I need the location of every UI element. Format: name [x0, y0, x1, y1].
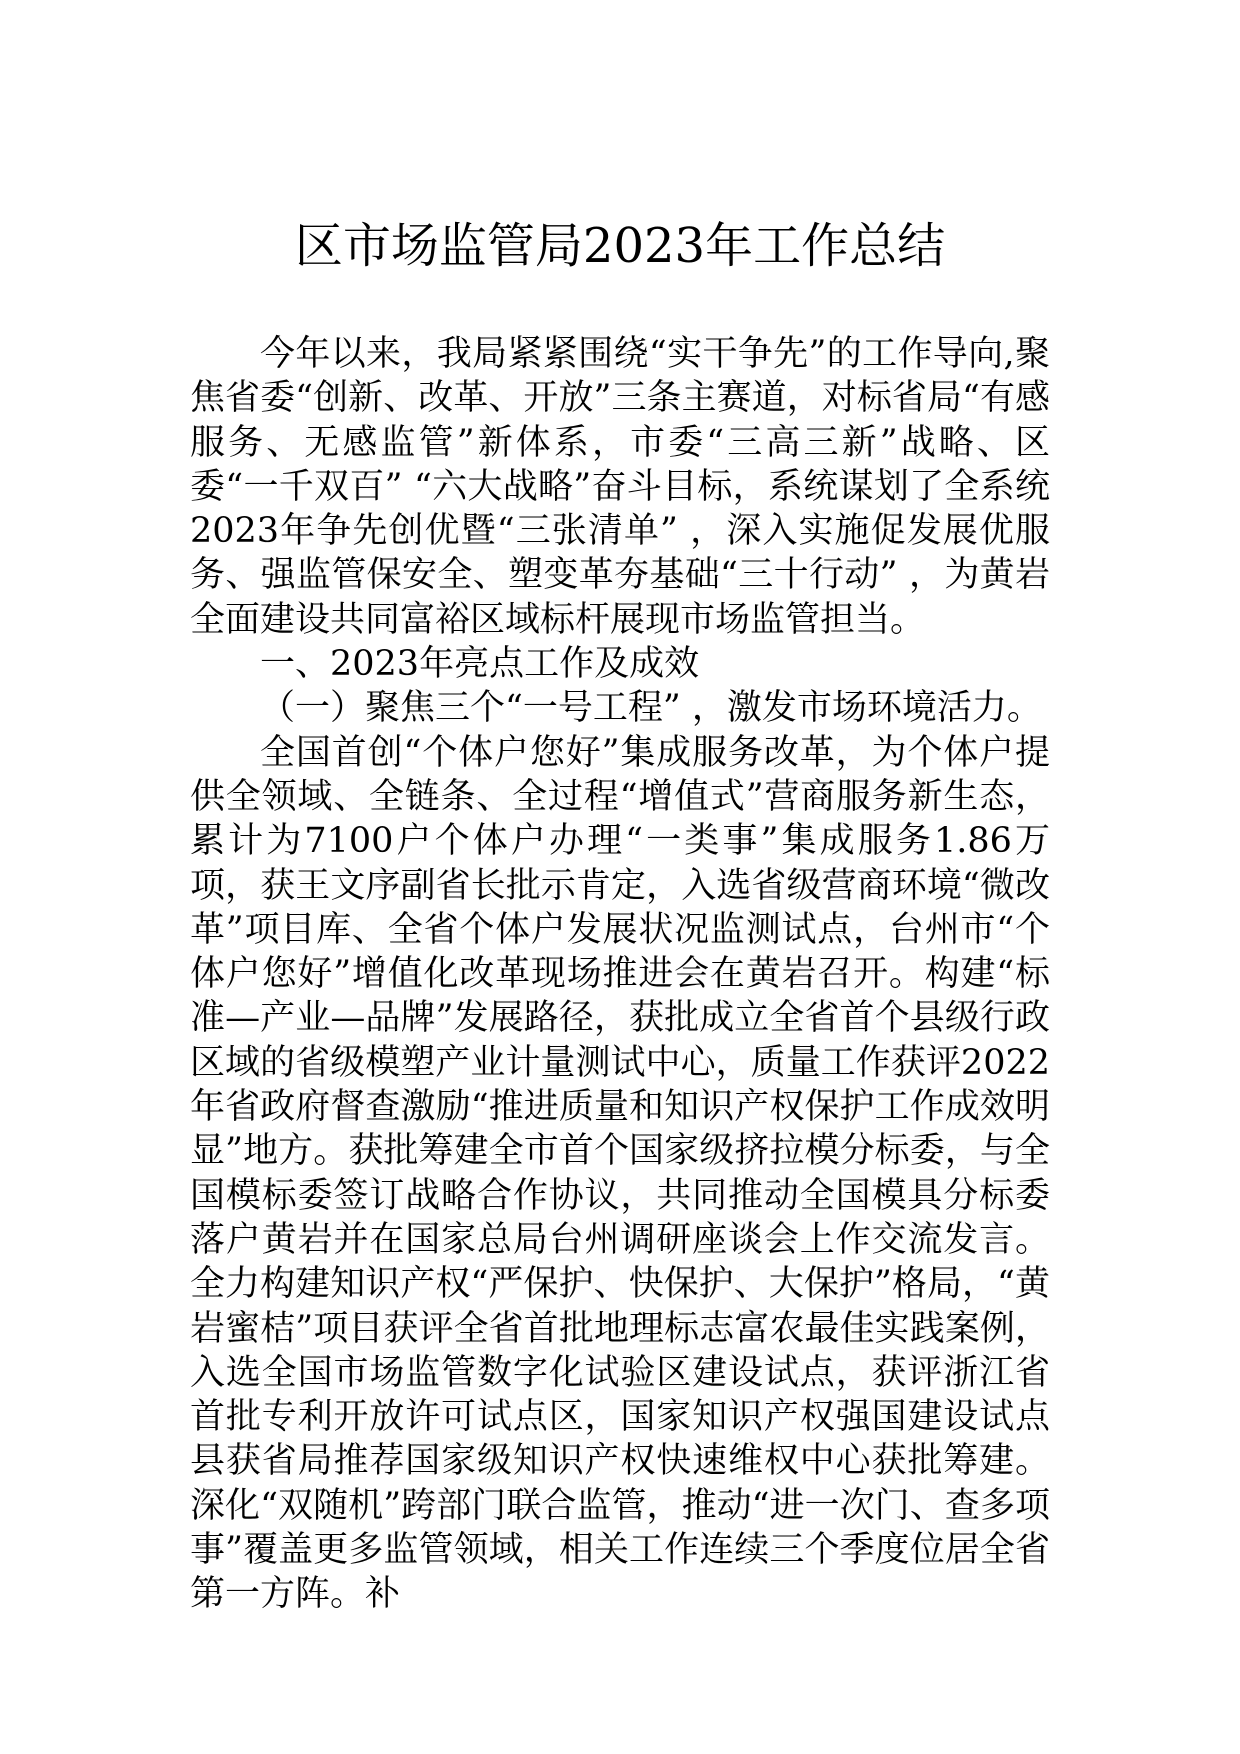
body-paragraph: 全国首创“个体户您好”集成服务改革，为个体户提供全领域、全链条、全过程“增值式”营商服务新生态，累计为7100户个体户办理“一类事”集成服务1.86万项，获王文序副省长批示肯定，入选省级营商环境“微改革”项目库、全省个体户发展状况监测试点，台州市“个体户您好”增值化改革现场推进会在黄岩召开。构建“标准—产业—品牌”发展路径，获批成立全省首个县级行政区域的省级模塑产业计量测试中心，质量工作获评2022年省政府督查激励“推进质量和知识产权保护工作成效明显”地方。获批筹建全市首个国家级挤拉模分标委，与全国模标委签订战略合作协议，共同推动全国模具分标委落户黄岩并在国家总局台州调研座谈会上作交流发言。全力构建知识产权“严保护、快保护、大保护”格局，“黄岩蜜桔”项目获评全省首批地理标志富农最佳实践案例，入选全国市场监管数字化试验区建设试点，获评浙江省首批专利开放许可试点区，国家知识产权强国建设试点县获省局推荐国家级知识产权快速维权中心获批筹建。深化“双随机”跨部门联合监管，推动“进一次门、查多项事”覆盖更多监管领域，相关工作连续三个季度位居全省第一方阵。补	[190, 732, 1050, 1615]
subsection-heading: （一）聚焦三个“一号工程” ，激发市场环境活力。	[260, 688, 1042, 729]
intro-paragraph: 今年以来，我局紧紧围绕“实干争先”的工作导向,聚焦省委“创新、改革、开放”三条主赛道，对标省局“有感服务、无感监管”新体系，市委“三高三新”战略、区委“一千双百” “六大战略”奋斗目标，系统谋划了全系统2023年争先创优暨“三张清单” ，深入实施促发展优服务、强监管保安全、塑变革夯基础“三十行动” ，为黄岩全面建设共同富裕区域标杆展现市场监管担当。	[190, 334, 1050, 640]
section-heading: 一、2023年亮点工作及成效	[260, 644, 700, 685]
document-body	[190, 332, 1050, 1617]
document-title: 区市场监管局2023年工作总结	[294, 218, 946, 274]
